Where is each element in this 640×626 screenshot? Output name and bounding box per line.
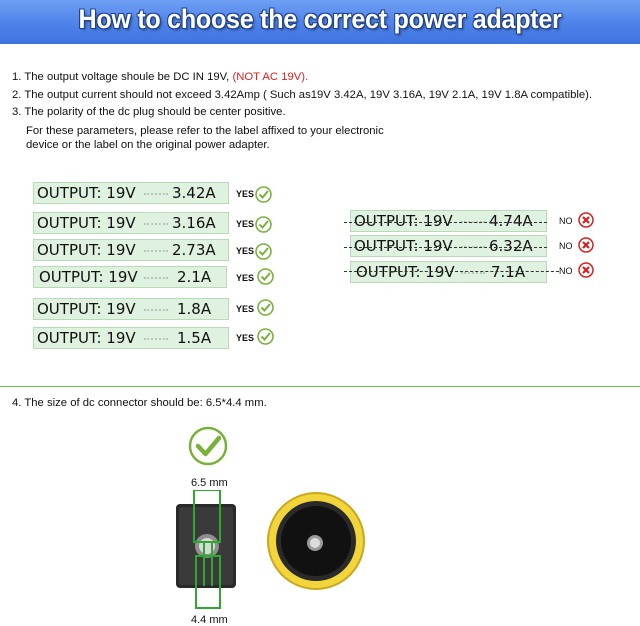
cross-circle-icon [578,262,594,278]
output-current: 2.73A [172,241,216,259]
no-label: NO [559,241,573,251]
output-voltage: OUTPUT: 19V [354,212,453,230]
check-circle-icon [255,216,272,233]
no-label: NO [559,266,573,276]
cross-circle-icon [578,237,594,253]
output-current: 1.5A [177,329,212,347]
section-divider [0,386,640,387]
requirement-current: 2. The output current should not exceed 3.42Amp ( Such as19V 3.42A, 19V 3.16A, 19V 2.1A, 19V 1.8A compatible). [12,88,593,101]
yes-label: YES [236,246,255,256]
output-voltage: OUTPUT: 19V [39,268,138,286]
inner-diameter-label: 4.4 mm [191,614,228,626]
reference-note: For these parameters, please refer to the label affixed to your electronic device or the label on the original power adapter. [26,125,384,151]
requirement-connector-size: 4. The size of dc connector should be: 6.5*4.4 mm. [12,397,267,409]
requirement-polarity: 3. The polarity of the dc plug should be center positive. [12,106,286,118]
output-label [33,327,229,349]
output-current: 3.42A [172,184,216,202]
yes-label: YES [236,219,255,229]
output-voltage: OUTPUT: 19V [37,329,136,347]
requirements-list [12,69,592,122]
strike-line [344,271,559,272]
strike-line [344,247,547,248]
output-label [33,182,229,204]
output-voltage: OUTPUT: 19V [356,263,455,281]
check-circle-icon [255,243,272,260]
ac-warning: (NOT AC 19V). [232,71,309,83]
check-circle-icon [257,268,274,285]
output-label [33,298,229,320]
requirement-voltage [12,69,592,87]
output-current: 7.1A [491,263,526,281]
check-circle-icon [255,186,272,203]
output-voltage: OUTPUT: 19V [354,237,453,255]
output-current: 6.32A [489,237,533,255]
output-voltage: OUTPUT: 19V [37,214,136,232]
check-circle-icon [188,426,228,466]
strike-line [344,222,547,223]
output-current: 3.16A [172,214,216,232]
output-voltage: OUTPUT: 19V [37,241,136,259]
output-label [33,239,229,261]
output-current: 1.8A [177,300,212,318]
output-current: 2.1A [177,268,212,286]
dc-plug-side-view [176,490,246,610]
output-label-crossed [350,261,547,283]
yes-label: YES [236,189,255,199]
requirement-voltage-text: 1. The output voltage shoule be DC IN 19V, [12,71,233,83]
dc-plug-front-view [264,488,368,594]
output-voltage: OUTPUT: 19V [37,184,136,202]
title-banner [0,0,640,44]
cross-circle-icon [578,212,594,228]
check-circle-icon [257,299,274,316]
output-label-crossed [350,235,547,257]
page-title: How to choose the correct power adapter [78,4,562,34]
output-current: 4.74A [489,212,533,230]
outer-diameter-label: 6.5 mm [191,477,228,489]
no-label: NO [559,216,573,226]
yes-label: YES [236,333,255,343]
output-label-crossed [350,210,547,232]
check-circle-icon [257,328,274,345]
yes-label: YES [236,304,255,314]
output-label [33,266,227,288]
output-voltage: OUTPUT: 19V [37,300,136,318]
output-label [33,212,229,234]
yes-label: YES [236,273,255,283]
